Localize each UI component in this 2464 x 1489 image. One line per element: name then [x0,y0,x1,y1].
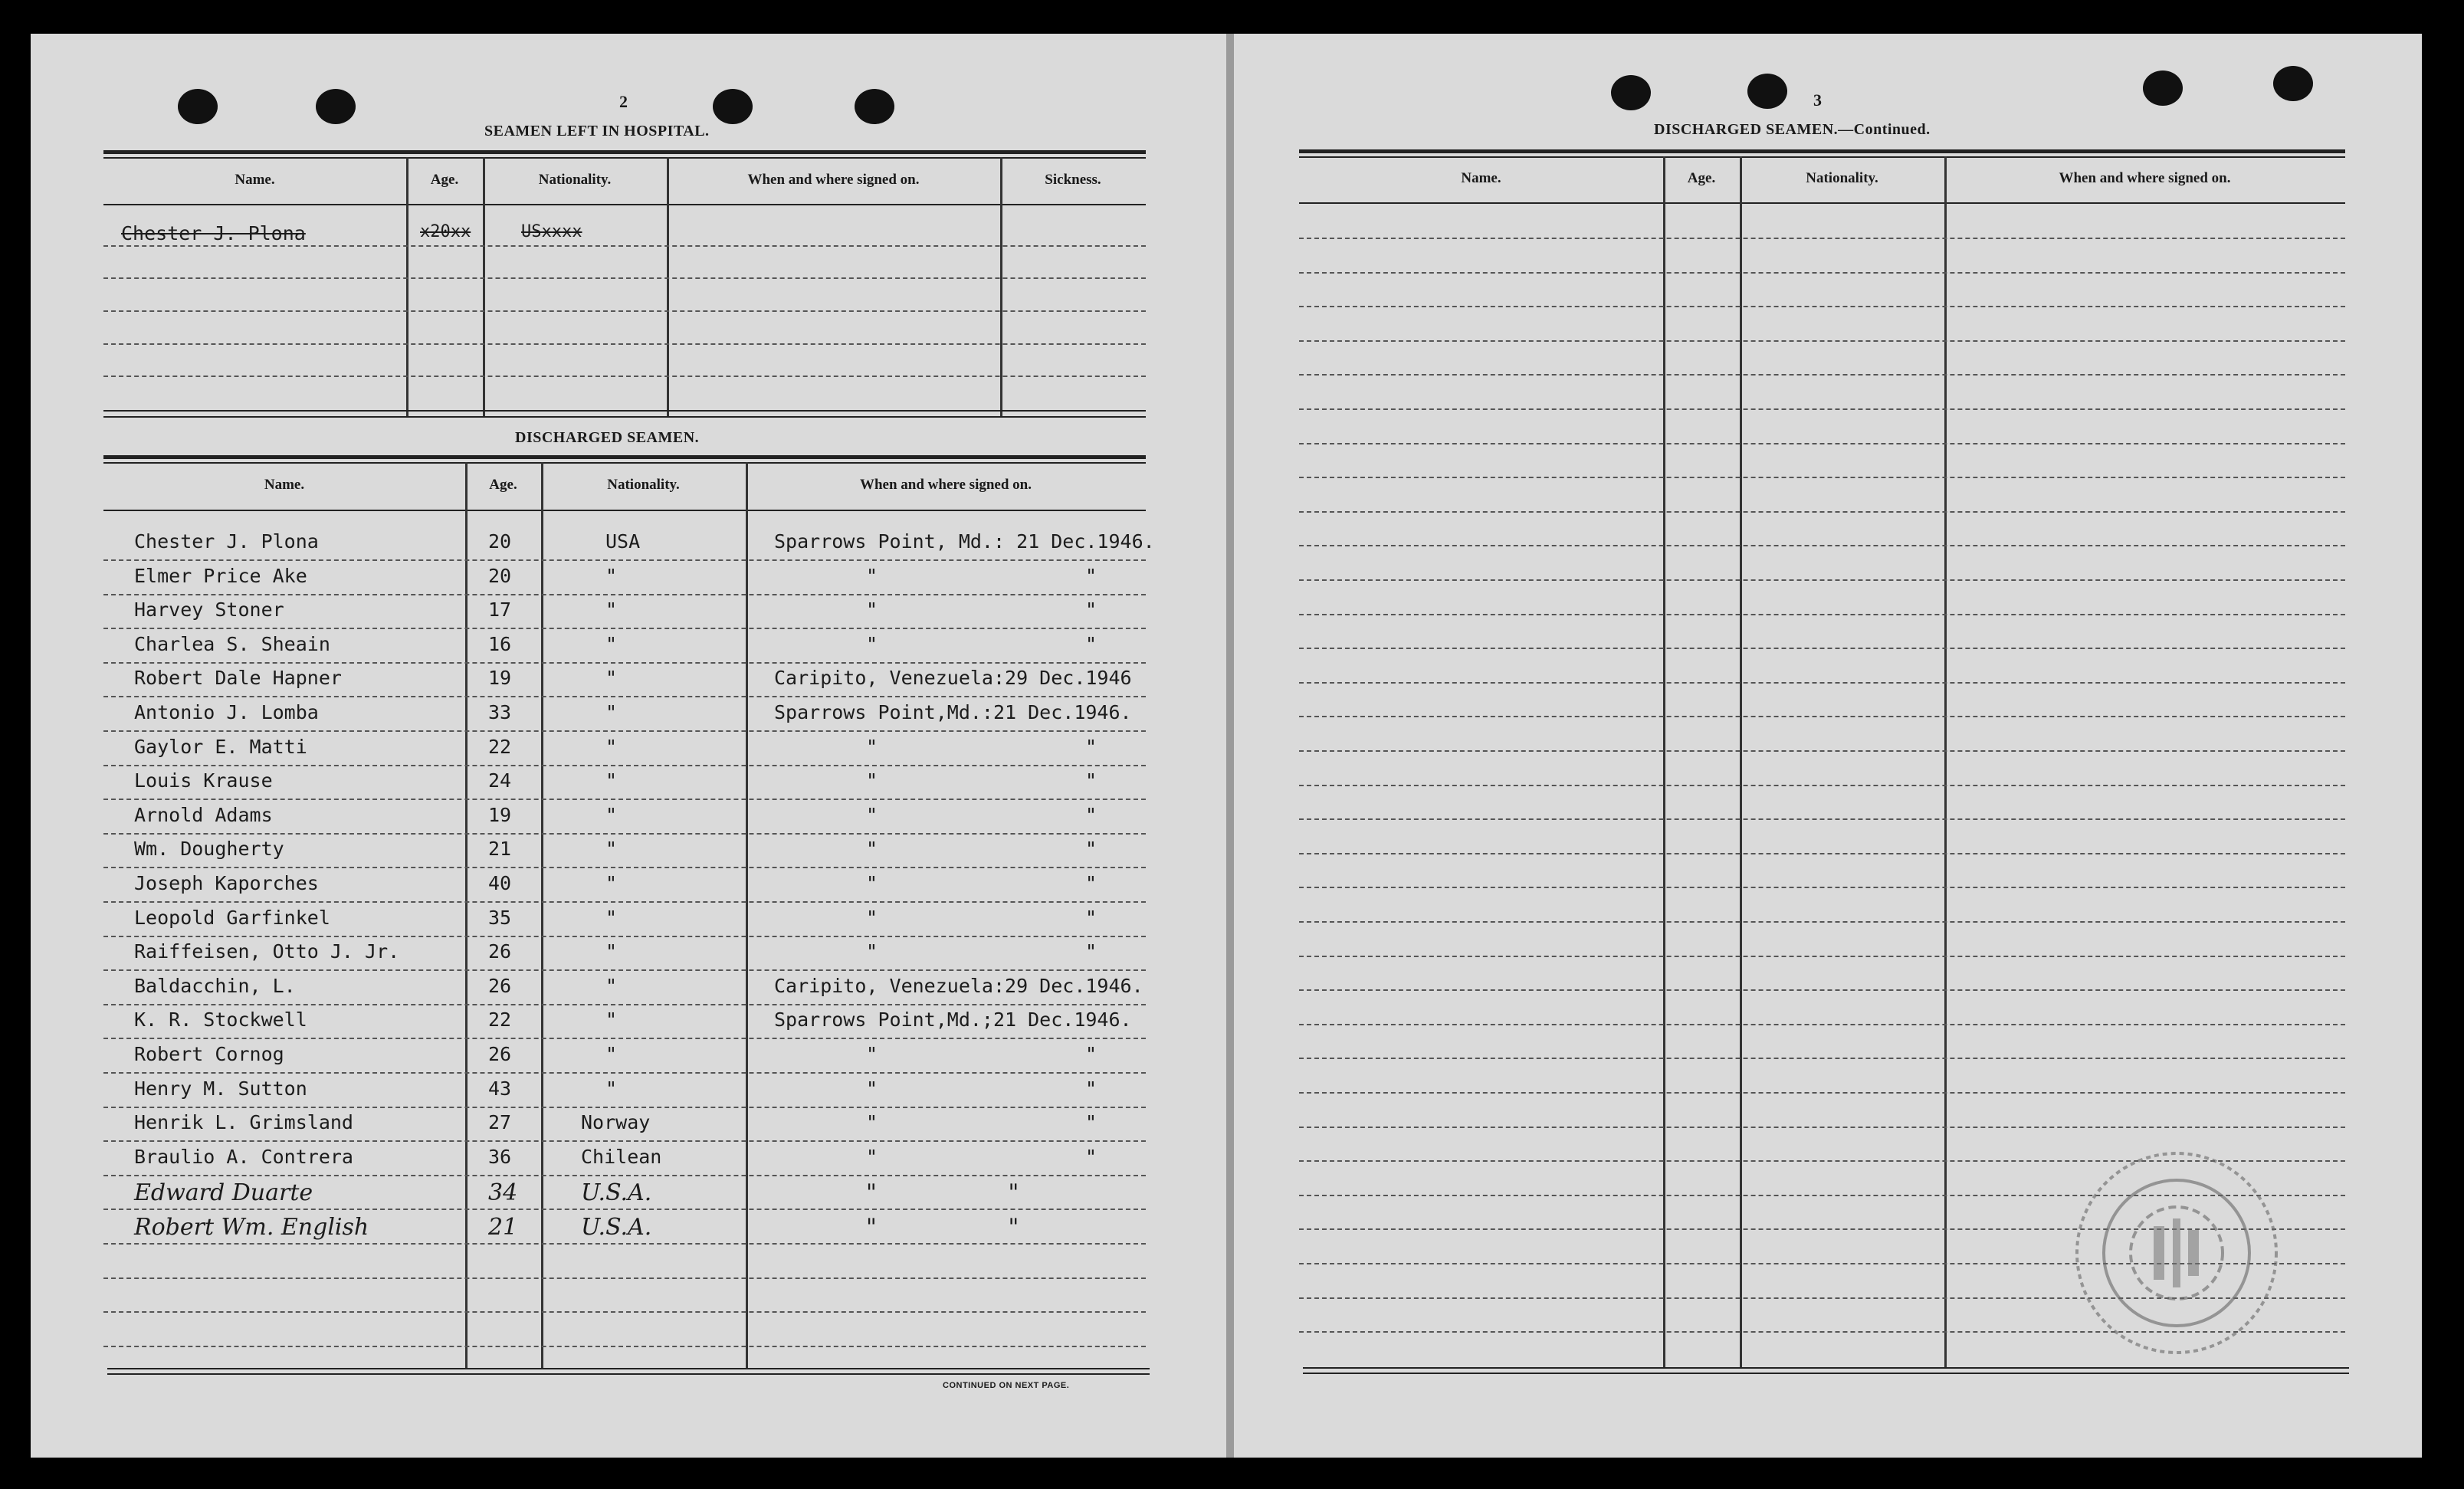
ruled-line [1299,374,2345,376]
seaman-signed-on: " " [866,940,1097,963]
seaman-age: 26 [488,1043,512,1065]
seaman-signed-on: " " [866,633,1097,655]
rule [107,1373,1150,1375]
seaman-signed-on: Sparrows Point, Md.: 21 Dec.1946. [774,530,1155,553]
seaman-nationality: U.S.A. [581,1179,652,1206]
seaman-nationality: " [605,701,618,723]
ruled-line [103,833,1146,835]
ruled-line [103,343,1146,345]
column-divider [1944,156,1947,1367]
seaman-age: 19 [488,667,512,689]
rule [103,204,1146,205]
ruled-line [1299,1024,2345,1025]
seaman-name: Edward Duarte [134,1179,313,1206]
seaman-age: 27 [488,1111,512,1133]
seaman-signed-on: " " [866,599,1097,621]
ruled-line [1299,887,2345,888]
rule [1299,149,2345,153]
discharged-continued-title: DISCHARGED SEAMEN.—Continued. [1654,121,1931,138]
hospital-section-title: SEAMEN LEFT IN HOSPITAL. [484,123,710,139]
ruled-line [103,1038,1146,1039]
ruled-line [1299,408,2345,410]
seaman-name: Leopold Garfinkel [134,907,330,929]
ruled-line [1299,340,2345,342]
ruled-line [103,1072,1146,1074]
ruled-line [103,310,1146,312]
ruled-line [1299,238,2345,239]
seaman-nationality: " [605,804,618,826]
seaman-name: Robert Dale Hapner [134,667,342,689]
ruled-line [1299,1092,2345,1094]
seaman-name: Raiffeisen, Otto J. Jr. [134,940,400,963]
seaman-age: 24 [488,769,512,792]
seaman-nationality: " [605,1043,618,1065]
ruled-line [1299,785,2345,786]
seaman-name: Baldacchin, L. [134,975,296,997]
punch-hole [1611,75,1651,110]
col-header-nationality: Nationality. [607,477,680,493]
ruled-line [103,1346,1146,1347]
seaman-name: Elmer Price Ake [134,565,307,587]
col-header-name: Name. [235,172,275,188]
seaman-age: 40 [488,872,512,894]
seaman-age: 35 [488,907,512,929]
seaman-age: 36 [488,1146,512,1168]
seaman-age: 22 [488,736,512,758]
seaman-age: 43 [488,1077,512,1100]
col-header-name: Name. [264,477,305,493]
ruled-line [103,765,1146,766]
ruled-line [1299,1058,2345,1059]
column-divider [1740,156,1742,1367]
seaman-signed-on: Sparrows Point,Md.:21 Dec.1946. [774,701,1132,723]
ruled-line [1299,477,2345,478]
punch-hole [2143,71,2183,106]
postmark-stamp [2062,1142,2292,1364]
ruled-line [1299,853,2345,854]
continued-note: CONTINUED ON NEXT PAGE. [943,1381,1070,1390]
seaman-signed-on: " " [866,1214,1019,1241]
ruled-line [103,867,1146,868]
rule [103,462,1146,464]
seaman-name: Chester J. Plona [134,530,319,553]
ruled-line [1299,648,2345,649]
seaman-age: 17 [488,599,512,621]
ruled-line [1299,921,2345,923]
ruled-line [103,245,1146,247]
seaman-name: Robert Wm. English [134,1214,369,1241]
ruled-line [1299,272,2345,274]
ruled-line [1299,306,2345,307]
punch-hole [316,89,356,124]
col-header-name: Name. [1461,170,1501,186]
seaman-signed-on: " " [866,1077,1097,1100]
rule [1303,1367,2349,1369]
rule [103,150,1146,154]
seaman-nationality: " [605,769,618,792]
page-number: 2 [619,92,628,111]
col-header-signed-on: When and where signed on. [859,477,1032,493]
seaman-name: Robert Cornog [134,1043,284,1065]
hospital-name: Chester J. Plona [121,222,306,244]
seaman-name: Wm. Dougherty [134,838,284,860]
seaman-nationality: Norway [581,1111,651,1133]
seaman-nationality: Chilean [581,1146,662,1168]
seaman-nationality: U.S.A. [581,1214,652,1241]
seaman-age: 20 [488,530,512,553]
seaman-nationality: " [605,1077,618,1100]
seaman-age: 21 [488,838,512,860]
seaman-signed-on: " " [866,1043,1097,1065]
seaman-name: Antonio J. Lomba [134,701,319,723]
seaman-signed-on: " " [866,769,1097,792]
ruled-line [103,1107,1146,1108]
ruled-line [1299,818,2345,820]
rule [107,1368,1150,1369]
seaman-name: Henrik L. Grimsland [134,1111,353,1133]
column-divider [483,157,485,418]
seaman-nationality: " [605,633,618,655]
seaman-signed-on: " " [866,1111,1097,1133]
seaman-name: Louis Krause [134,769,273,792]
seaman-nationality: " [605,1009,618,1031]
column-divider [667,157,669,418]
rule [1303,1373,2349,1374]
ruled-line [103,936,1146,937]
seaman-nationality: " [605,907,618,929]
seaman-name: Gaylor E. Matti [134,736,307,758]
hospital-nationality: USxxxx [521,222,582,241]
ruled-line [1299,511,2345,513]
rule [103,416,1146,418]
seaman-signed-on: " " [866,872,1097,894]
ruled-line [103,799,1146,800]
ruled-line [1299,682,2345,684]
col-header-sickness: Sickness. [1045,172,1101,188]
seaman-age: 20 [488,565,512,587]
punch-hole [2273,66,2313,101]
column-divider [1000,157,1002,418]
ruled-line [1299,579,2345,581]
seaman-age: 26 [488,940,512,963]
ruled-line [103,628,1146,629]
ruled-line [1299,1127,2345,1128]
ruled-line [1299,614,2345,615]
seaman-name: Arnold Adams [134,804,273,826]
col-header-signed-on: When and where signed on. [2059,170,2231,186]
ruled-line [1299,545,2345,546]
rule [103,157,1146,159]
ruled-line [103,594,1146,595]
col-header-nationality: Nationality. [538,172,612,188]
column-divider [465,462,468,1368]
seaman-signed-on: " " [866,907,1097,929]
seaman-signed-on: " " [866,838,1097,860]
ruled-line [103,696,1146,697]
seaman-age: 22 [488,1009,512,1031]
ruled-line [103,1140,1146,1142]
seaman-nationality: " [605,565,618,587]
col-header-signed-on: When and where signed on. [747,172,920,188]
seaman-age: 34 [488,1179,518,1206]
ruled-line [103,1311,1146,1313]
seaman-name: Harvey Stoner [134,599,284,621]
seaman-age: 21 [488,1214,518,1241]
ruled-line [103,1175,1146,1176]
punch-hole [713,89,753,124]
hospital-age: x20xx [420,222,471,241]
seaman-nationality: " [605,838,618,860]
page-fold [1226,34,1234,1458]
ruled-line [1299,716,2345,717]
seaman-age: 19 [488,804,512,826]
punch-hole [1747,74,1787,109]
seaman-signed-on: Caripito, Venezuela:29 Dec.1946 [774,667,1132,689]
ruled-line [103,1004,1146,1005]
ruled-line [103,277,1146,279]
column-divider [541,462,543,1368]
rule [103,455,1146,459]
ruled-line [103,559,1146,561]
seaman-age: 26 [488,975,512,997]
seaman-signed-on: " " [866,736,1097,758]
ruled-line [103,376,1146,377]
ruled-line [1299,443,2345,444]
seaman-signed-on: Caripito, Venezuela:29 Dec.1946. [774,975,1143,997]
seaman-signed-on: Sparrows Point,Md.;21 Dec.1946. [774,1009,1132,1031]
punch-hole [178,89,218,124]
ruled-line [103,662,1146,664]
column-divider [406,157,408,418]
col-header-age: Age. [489,477,517,493]
seaman-name: Charlea S. Sheain [134,633,330,655]
page-number: 3 [1813,90,1822,110]
col-header-nationality: Nationality. [1806,170,1878,186]
seaman-nationality: " [605,599,618,621]
column-divider [746,462,748,1368]
col-header-age: Age. [1687,170,1716,186]
seaman-nationality: USA [605,530,641,553]
seaman-nationality: " [605,975,618,997]
seaman-nationality: " [605,667,618,689]
seaman-name: Henry M. Sutton [134,1077,307,1100]
seaman-signed-on: " " [866,1179,1019,1206]
seaman-name: Braulio A. Contrera [134,1146,353,1168]
seaman-nationality: " [605,736,618,758]
ruled-line [103,969,1146,971]
seaman-nationality: " [605,872,618,894]
rule [103,410,1146,412]
col-header-age: Age. [430,172,459,188]
column-divider [1663,156,1665,1367]
ruled-line [1299,956,2345,957]
discharged-section-title: DISCHARGED SEAMEN. [515,429,700,446]
seaman-name: K. R. Stockwell [134,1009,307,1031]
rule [103,510,1146,511]
seaman-signed-on: " " [866,804,1097,826]
ruled-line [103,1209,1146,1210]
ruled-line [103,1277,1146,1279]
seaman-signed-on: " " [866,565,1097,587]
ruled-line [1299,750,2345,752]
rule [1299,156,2345,158]
seaman-age: 16 [488,633,512,655]
seaman-nationality: " [605,940,618,963]
ruled-line [103,1243,1146,1245]
ruled-line [103,901,1146,903]
seaman-signed-on: " " [866,1146,1097,1168]
ruled-line [1299,989,2345,991]
seaman-name: Joseph Kaporches [134,872,319,894]
ruled-line [103,730,1146,732]
seaman-age: 33 [488,701,512,723]
rule [1299,202,2345,204]
punch-hole [855,89,894,124]
